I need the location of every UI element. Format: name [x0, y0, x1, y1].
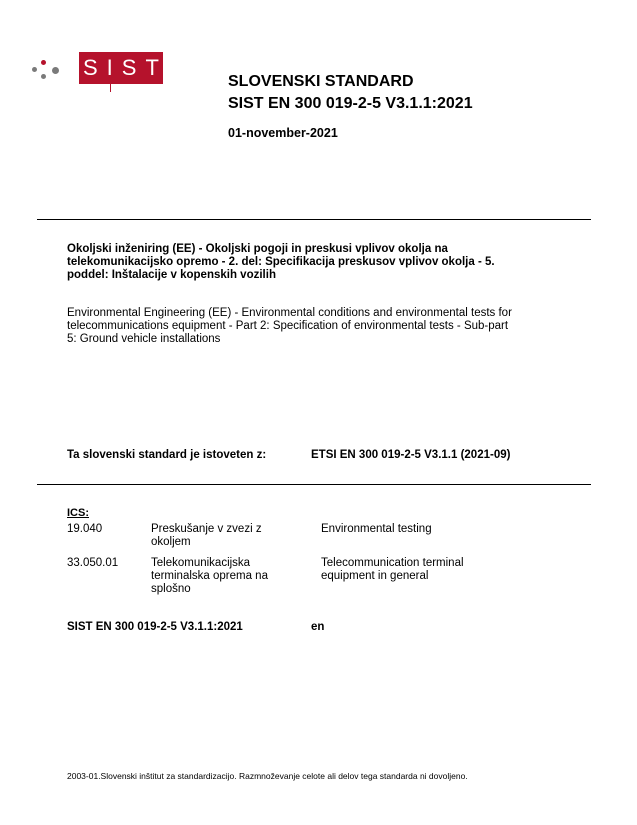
title-english — [67, 307, 512, 346]
logo-dot — [41, 60, 46, 65]
copyright-notice: 2003-01.Slovenski inštitut za standardizacijo. Razmnoževanje celote ali delov tega standarda ni dovoljeno. — [67, 771, 468, 781]
ics-desc-sl-line: terminalska oprema na — [151, 570, 268, 582]
title-slovenian — [67, 243, 495, 282]
identical-value: ETSI EN 300 019-2-5 V3.1.1 (2021-09) — [311, 449, 511, 461]
footer-standard-code: SIST EN 300 019-2-5 V3.1.1:2021 — [67, 621, 243, 633]
divider — [37, 219, 591, 220]
divider — [37, 484, 591, 485]
ics-desc-en-line: equipment in general — [321, 570, 429, 582]
ics-desc-sl-line: okoljem — [151, 536, 191, 548]
ics-desc-sl — [151, 557, 268, 596]
ics-code: 19.040 — [67, 523, 103, 535]
logo-dot — [41, 74, 46, 79]
ics-code: 33.050.01 — [67, 557, 119, 569]
ics-desc-en — [321, 557, 464, 583]
standard-code: SIST EN 300 019-2-5 V3.1.1:2021 — [228, 95, 473, 112]
logo-dot — [52, 67, 59, 74]
identical-label: Ta slovenski standard je istoveten z: — [67, 449, 267, 461]
title-sl-line: telekomunikacijsko opremo - 2. del: Specifikacija preskusov vplivov okolja - 5. — [67, 256, 495, 268]
logo-text: SIST — [83, 55, 168, 80]
title-en-line: telecommunications equipment - Part 2: Specification of environmental tests - Sub-part — [67, 320, 509, 332]
ics-label: ICS: — [67, 507, 89, 519]
title-en-line: 5: Ground vehicle installations — [67, 333, 221, 345]
logo-underline — [110, 84, 111, 92]
footer-language: en — [311, 621, 325, 633]
ics-desc-sl-line: Telekomunikacijska — [151, 557, 251, 569]
logo-box — [79, 52, 168, 84]
title-sl-line: Okoljski inženiring (EE) - Okoljski pogoji in preskusi vplivov okolja na — [67, 243, 448, 255]
ics-desc-en-line: Telecommunication terminal — [321, 557, 464, 569]
ics-desc-sl — [151, 523, 262, 549]
ics-desc-en: Environmental testing — [321, 523, 432, 535]
ics-desc-sl-line: splošno — [151, 583, 191, 595]
ics-desc-sl-line: Preskušanje v zvezi z — [151, 523, 262, 535]
logo-dot — [32, 67, 37, 72]
logo-dots-icon — [32, 60, 72, 90]
publication-date: 01-november-2021 — [228, 126, 338, 140]
title-sl-line: poddel: Inštalacije v kopenskih vozilih — [67, 269, 276, 281]
standard-type: SLOVENSKI STANDARD — [228, 73, 414, 90]
title-en-line: Environmental Engineering (EE) - Environmental conditions and environmental tests for — [67, 307, 512, 319]
